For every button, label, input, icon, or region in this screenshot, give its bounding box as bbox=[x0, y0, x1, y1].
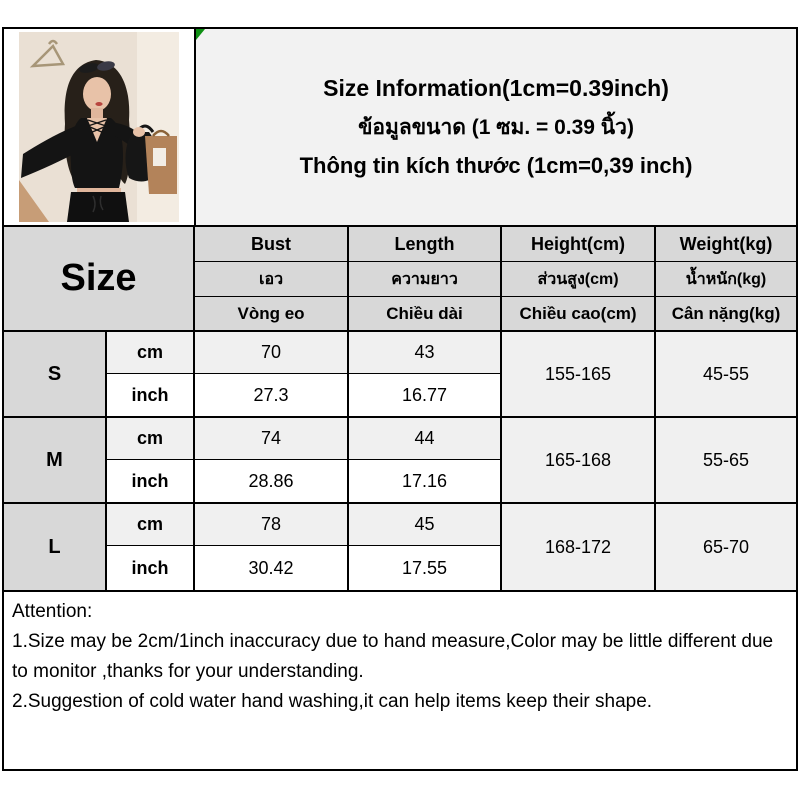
size-m-label: M bbox=[4, 418, 107, 504]
attention-notes bbox=[4, 590, 796, 769]
unit-cm-label: cm bbox=[107, 418, 195, 460]
attention-heading: Attention: bbox=[12, 601, 93, 622]
header-height-en: Height(cm) bbox=[502, 227, 656, 262]
header-length-en: Length bbox=[349, 227, 502, 262]
l-weight-range: 65-70 bbox=[656, 504, 796, 590]
m-length-cm: 44 bbox=[349, 418, 502, 460]
s-height-range: 155-165 bbox=[502, 332, 656, 418]
l-bust-cm: 78 bbox=[195, 504, 349, 546]
header-bust-en: Bust bbox=[195, 227, 349, 262]
l-length-cm: 45 bbox=[349, 504, 502, 546]
header-weight-th: น้ำหนัก(kg) bbox=[656, 262, 796, 297]
unit-inch-label: inch bbox=[107, 460, 195, 504]
s-bust-inch: 27.3 bbox=[195, 374, 349, 418]
s-length-inch: 16.77 bbox=[349, 374, 502, 418]
header-length-vi: Chiều dài bbox=[349, 297, 502, 332]
title-cell bbox=[196, 29, 796, 225]
m-height-range: 165-168 bbox=[502, 418, 656, 504]
size-chart-sheet bbox=[2, 27, 798, 771]
title-thai: ข้อมูลขนาด (1 ซม. = 0.39 นิ้ว) bbox=[358, 116, 634, 139]
l-height-range: 168-172 bbox=[502, 504, 656, 590]
header-weight-vi: Cân nặng(kg) bbox=[656, 297, 796, 332]
header-bust-vi: Vòng eo bbox=[195, 297, 349, 332]
unit-cm-label: cm bbox=[107, 504, 195, 546]
header-length-th: ความยาว bbox=[349, 262, 502, 297]
m-length-inch: 17.16 bbox=[349, 460, 502, 504]
unit-inch-label: inch bbox=[107, 546, 195, 590]
title-english: Size Information(1cm=0.39inch) bbox=[323, 75, 669, 101]
header-weight-en: Weight(kg) bbox=[656, 227, 796, 262]
top-row bbox=[4, 29, 796, 227]
header-height-th: ส่วนสูง(cm) bbox=[502, 262, 656, 297]
model-photo bbox=[4, 29, 196, 225]
m-bust-cm: 74 bbox=[195, 418, 349, 460]
size-l-label: L bbox=[4, 504, 107, 590]
m-bust-inch: 28.86 bbox=[195, 460, 349, 504]
l-bust-inch: 30.42 bbox=[195, 546, 349, 590]
s-bust-cm: 70 bbox=[195, 332, 349, 374]
size-corner-label: Size bbox=[4, 227, 195, 332]
unit-inch-label: inch bbox=[107, 374, 195, 418]
l-length-inch: 17.55 bbox=[349, 546, 502, 590]
s-length-cm: 43 bbox=[349, 332, 502, 374]
unit-cm-label: cm bbox=[107, 332, 195, 374]
header-bust-th: เอว bbox=[195, 262, 349, 297]
comment-marker-icon bbox=[196, 29, 205, 40]
attention-note-2: 2.Suggestion of cold water hand washing,it can help items keep their shape. bbox=[12, 691, 653, 712]
m-weight-range: 55-65 bbox=[656, 418, 796, 504]
s-weight-range: 45-55 bbox=[656, 332, 796, 418]
header-height-vi: Chiều cao(cm) bbox=[502, 297, 656, 332]
model-photo-illustration bbox=[19, 32, 179, 222]
size-table bbox=[4, 227, 796, 590]
attention-note-1: 1.Size may be 2cm/1inch inaccuracy due to hand measure,Color may be little different due to monitor ,thanks for your understanding. bbox=[12, 631, 774, 682]
size-s-label: S bbox=[4, 332, 107, 418]
title-vietnamese: Thông tin kích thước (1cm=0,39 inch) bbox=[299, 153, 693, 178]
